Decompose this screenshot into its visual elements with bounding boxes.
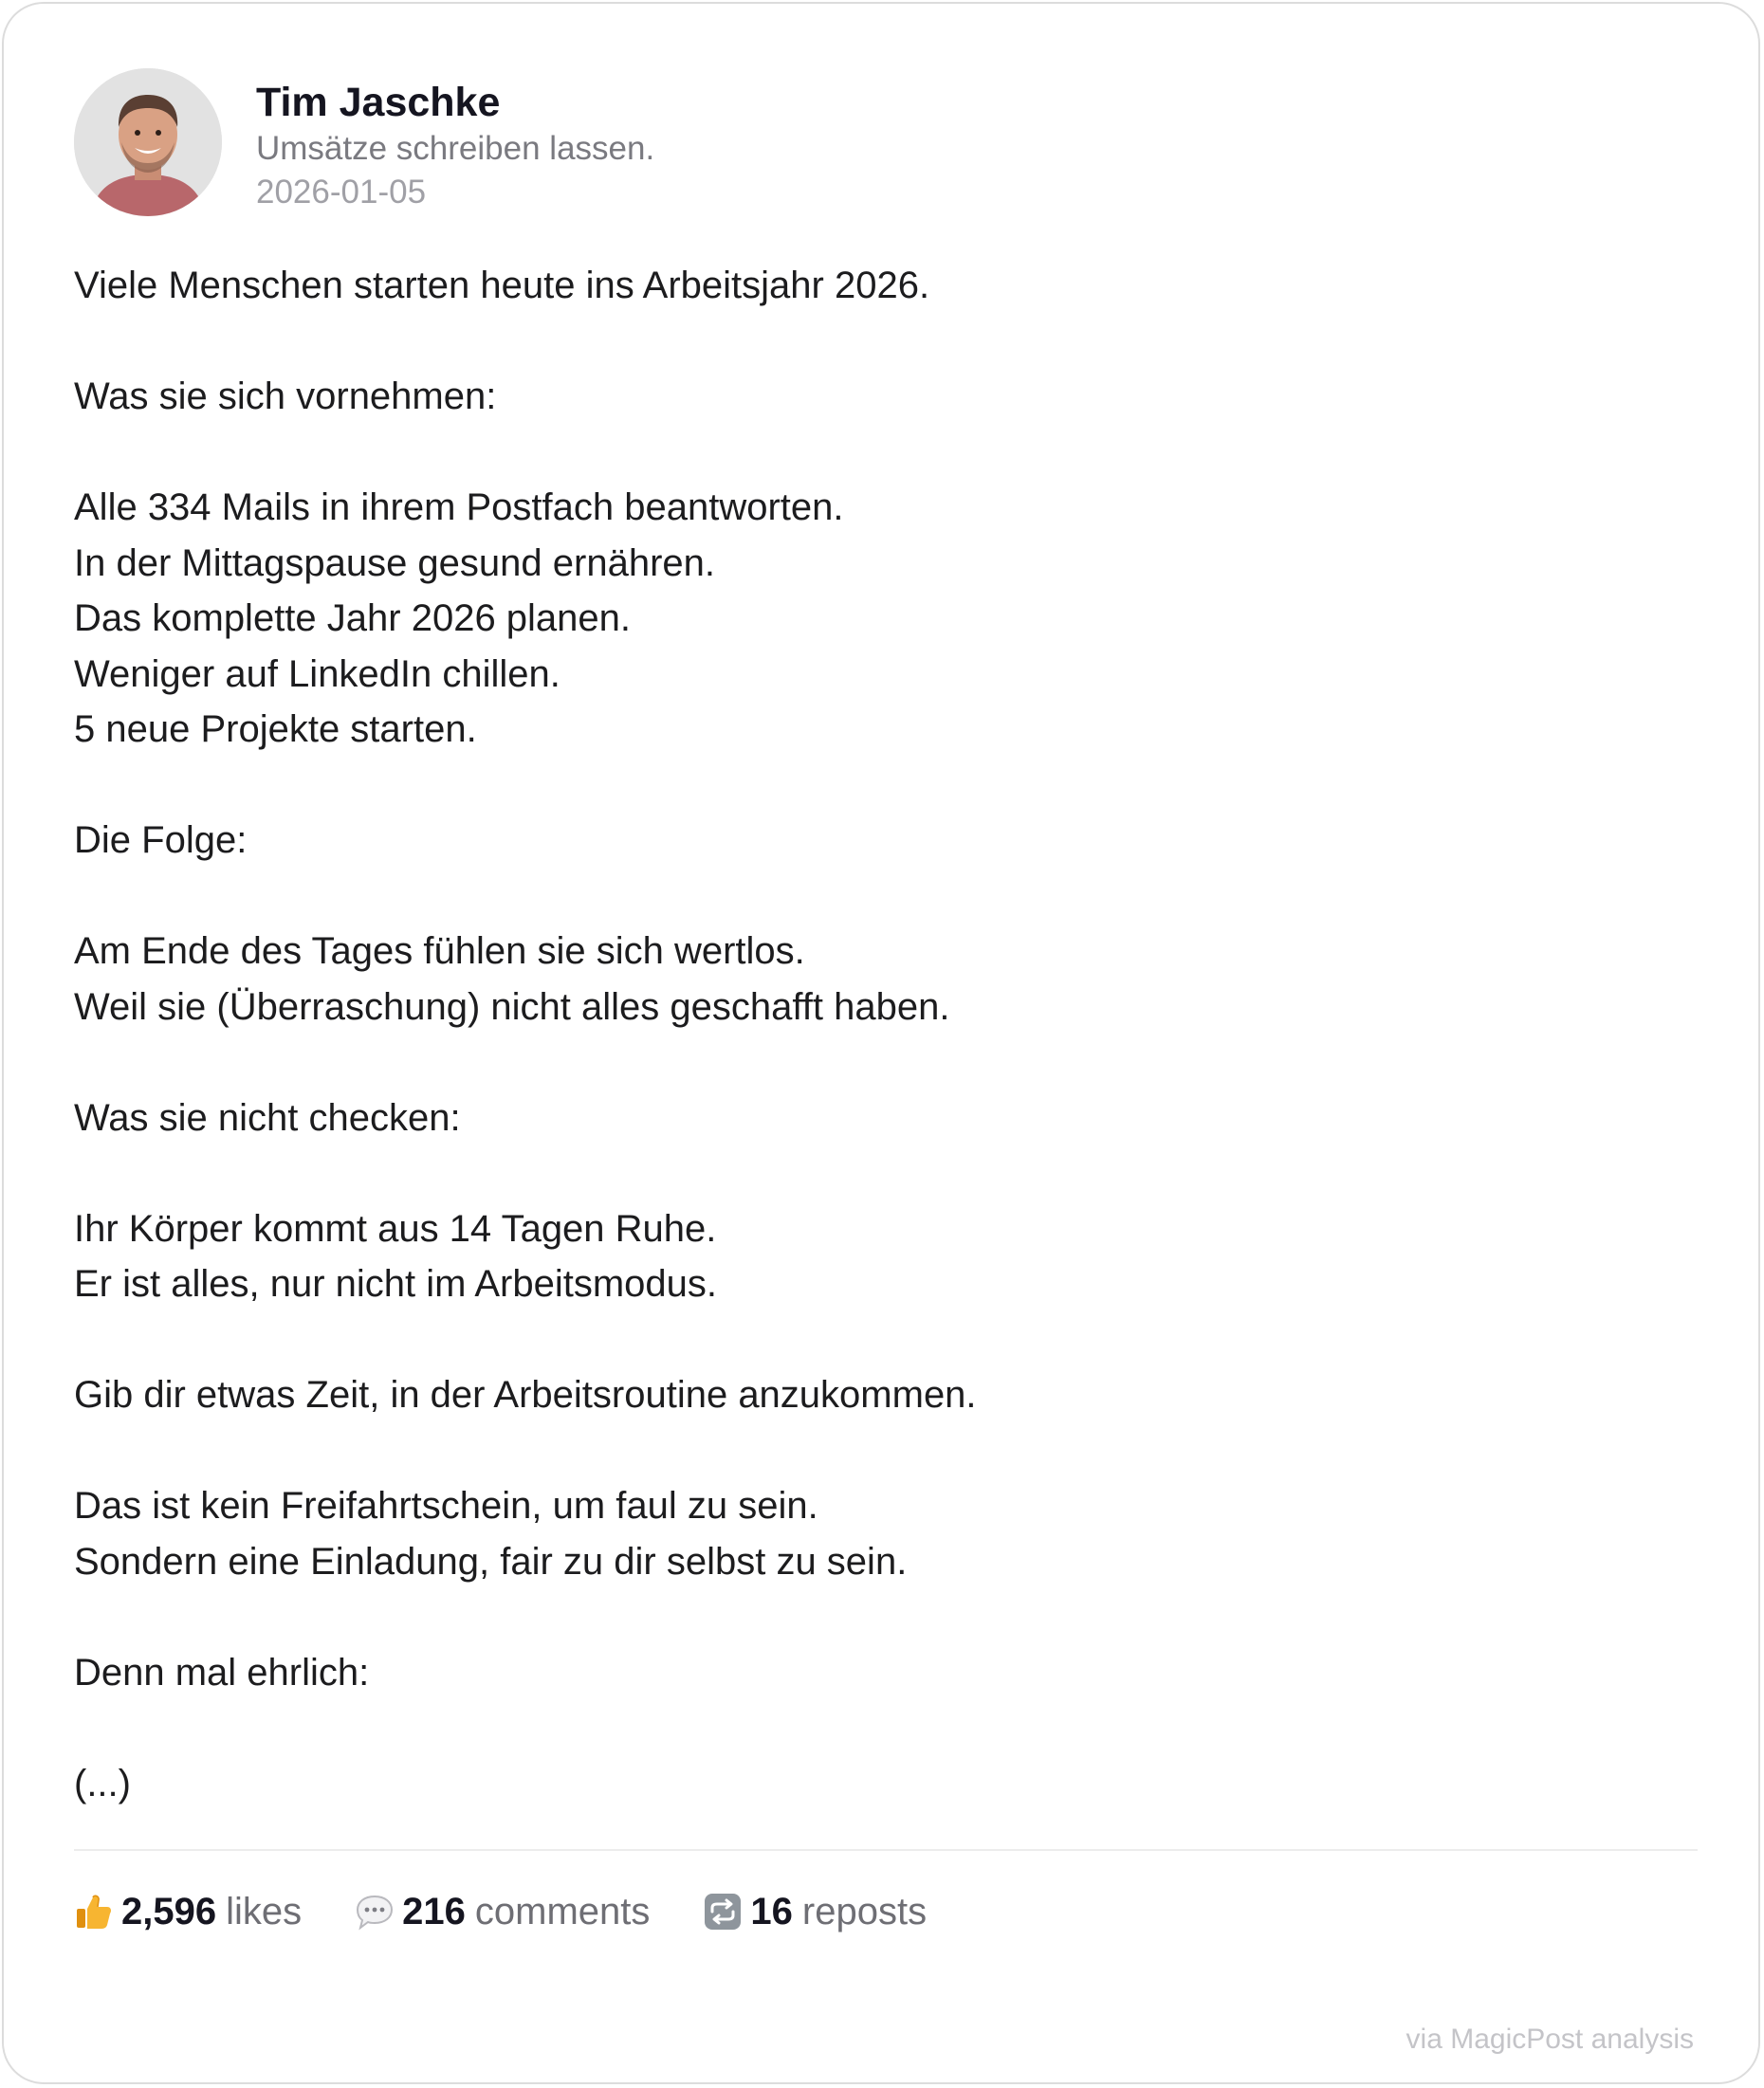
post-line: [74, 1312, 1705, 1368]
post-line: Das komplette Jahr 2026 planen.: [74, 597, 632, 639]
author-name[interactable]: Tim Jaschke: [256, 80, 501, 125]
repost-icon: [703, 1892, 743, 1932]
post-line: Sondern eine Einladung, fair zu dir selbst zu sein.: [74, 1540, 908, 1583]
post-line: [74, 1423, 1705, 1479]
likes-stat[interactable]: [74, 1891, 302, 1933]
post-line: (...): [74, 1762, 131, 1804]
engagement-stats: [74, 1883, 980, 1940]
post-line: Das ist kein Freifahrtschein, um faul zu sein.: [74, 1485, 818, 1527]
author-headline: Umsätze schreiben lassen.: [256, 130, 655, 167]
post-line: Viele Menschen starten heute ins Arbeitsjahr 2026.: [74, 265, 930, 306]
likes-label: likes: [226, 1890, 303, 1932]
reposts-count: 16: [750, 1890, 793, 1932]
comments-count: 216: [402, 1890, 466, 1932]
post-line: Die Folge:: [74, 819, 248, 861]
post-date: 2026-01-05: [256, 174, 427, 211]
reposts-stat[interactable]: [703, 1891, 927, 1933]
comments-stat[interactable]: [355, 1891, 650, 1933]
post-line: Gib dir etwas Zeit, in der Arbeitsroutine anzukommen.: [74, 1374, 977, 1416]
post-line: Am Ende des Tages fühlen sie sich wertlos.: [74, 930, 805, 972]
avatar[interactable]: [74, 68, 222, 216]
reposts-label: reposts: [801, 1890, 928, 1932]
post-line: [74, 1589, 1705, 1645]
post-body: [74, 258, 1705, 1811]
post-line: Alle 334 Mails in ihrem Postfach beantworten.: [74, 486, 844, 528]
post-line: Denn mal ehrlich:: [74, 1651, 370, 1694]
post-line: [74, 1035, 1705, 1090]
speech-bubble-icon: [355, 1892, 395, 1932]
likes-count: 2,596: [121, 1890, 217, 1932]
post-line: [74, 758, 1705, 814]
post-card: [2, 2, 1760, 2084]
post-line: Was sie nicht checken:: [74, 1096, 461, 1139]
post-line: Was sie sich vornehmen:: [74, 375, 497, 417]
post-line: [74, 869, 1705, 925]
comments-label: comments: [474, 1890, 651, 1932]
stats-divider: [74, 1849, 1698, 1851]
post-line: [74, 425, 1705, 481]
post-line: Weil sie (Überraschung) nicht alles geschafft haben.: [74, 985, 950, 1028]
post-line: [74, 1145, 1705, 1201]
post-line: [74, 1700, 1705, 1756]
post-line: Weniger auf LinkedIn chillen.: [74, 652, 560, 695]
post-line: In der Mittagspause gesund ernähren.: [74, 541, 715, 584]
post-line: [74, 314, 1705, 370]
post-line: Er ist alles, nur nicht im Arbeitsmodus.: [74, 1263, 718, 1305]
post-line: Ihr Körper kommt aus 14 Tagen Ruhe.: [74, 1207, 717, 1250]
footer-attribution: via MagicPost analysis: [1406, 2024, 1694, 2055]
post-line: 5 neue Projekte starten.: [74, 708, 477, 750]
thumbs-up-icon: [74, 1892, 114, 1932]
